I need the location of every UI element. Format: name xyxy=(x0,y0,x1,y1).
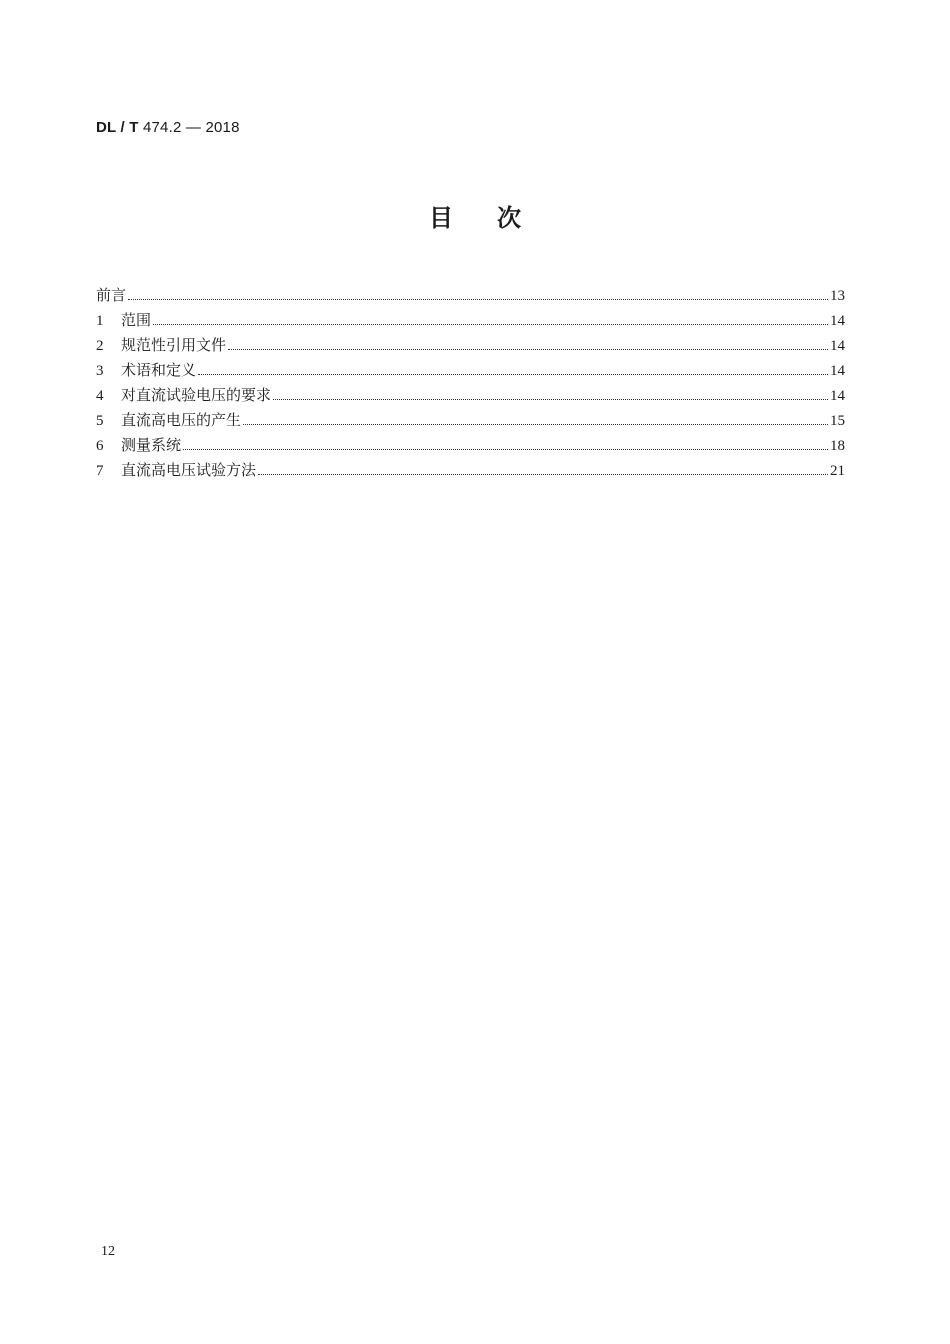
toc-entry-number: 2 xyxy=(96,338,104,354)
toc-entry-label: 直流高电压的产生 xyxy=(121,411,242,429)
toc-entry-number: 3 xyxy=(96,363,104,379)
toc-entry-6[interactable] xyxy=(96,433,845,458)
toc-entry-label: 规范性引用文件 xyxy=(121,336,227,354)
toc-entry-label: 测量系统 xyxy=(121,436,182,454)
toc-entry-foreword[interactable] xyxy=(96,283,845,308)
toc-dot-leader xyxy=(243,423,828,425)
toc-dot-leader xyxy=(183,448,828,450)
toc-dot-leader xyxy=(258,473,828,475)
toc-dot-leader xyxy=(153,323,828,325)
toc-entry-number: 6 xyxy=(96,438,104,454)
toc-entry-label: 对直流试验电压的要求 xyxy=(121,386,272,404)
toc-entry-number: 1 xyxy=(96,313,104,329)
toc-entry-page: 14 xyxy=(830,363,845,379)
toc-dot-leader xyxy=(198,373,828,375)
toc-dot-leader xyxy=(228,348,828,350)
toc-entry-number: 4 xyxy=(96,388,104,404)
toc-entry-page: 21 xyxy=(830,463,845,479)
toc-entry-page: 14 xyxy=(830,388,845,404)
toc-entry-number: 7 xyxy=(96,463,104,479)
toc-entry-number: 5 xyxy=(96,413,104,429)
toc-dot-leader xyxy=(273,398,828,400)
toc-entry-7[interactable] xyxy=(96,458,845,483)
toc-entry-page: 18 xyxy=(830,438,845,454)
toc-entry-page: 14 xyxy=(830,313,845,329)
standard-id: DL / T xyxy=(96,119,139,136)
toc-dot-leader xyxy=(128,298,828,300)
toc-entry-1[interactable] xyxy=(96,308,845,333)
page-number: 12 xyxy=(101,1244,115,1259)
toc-entry-label: 术语和定义 xyxy=(121,361,197,379)
toc-entry-label: 前言 xyxy=(96,286,127,304)
toc-entry-page: 14 xyxy=(830,338,845,354)
toc-title: 目次 xyxy=(429,204,565,232)
toc-entry-2[interactable] xyxy=(96,333,845,358)
toc-entry-page: 13 xyxy=(830,288,845,304)
document-code xyxy=(96,119,240,136)
toc-entry-5[interactable] xyxy=(96,408,845,433)
toc-entry-4[interactable] xyxy=(96,383,845,408)
toc-entry-page: 15 xyxy=(830,413,845,429)
table-of-contents xyxy=(96,283,845,483)
standard-number: 474.2 — 2018 xyxy=(142,119,240,136)
toc-entry-label: 范围 xyxy=(121,311,152,329)
toc-entry-label: 直流高电压试验方法 xyxy=(121,461,257,479)
toc-entry-3[interactable] xyxy=(96,358,845,383)
